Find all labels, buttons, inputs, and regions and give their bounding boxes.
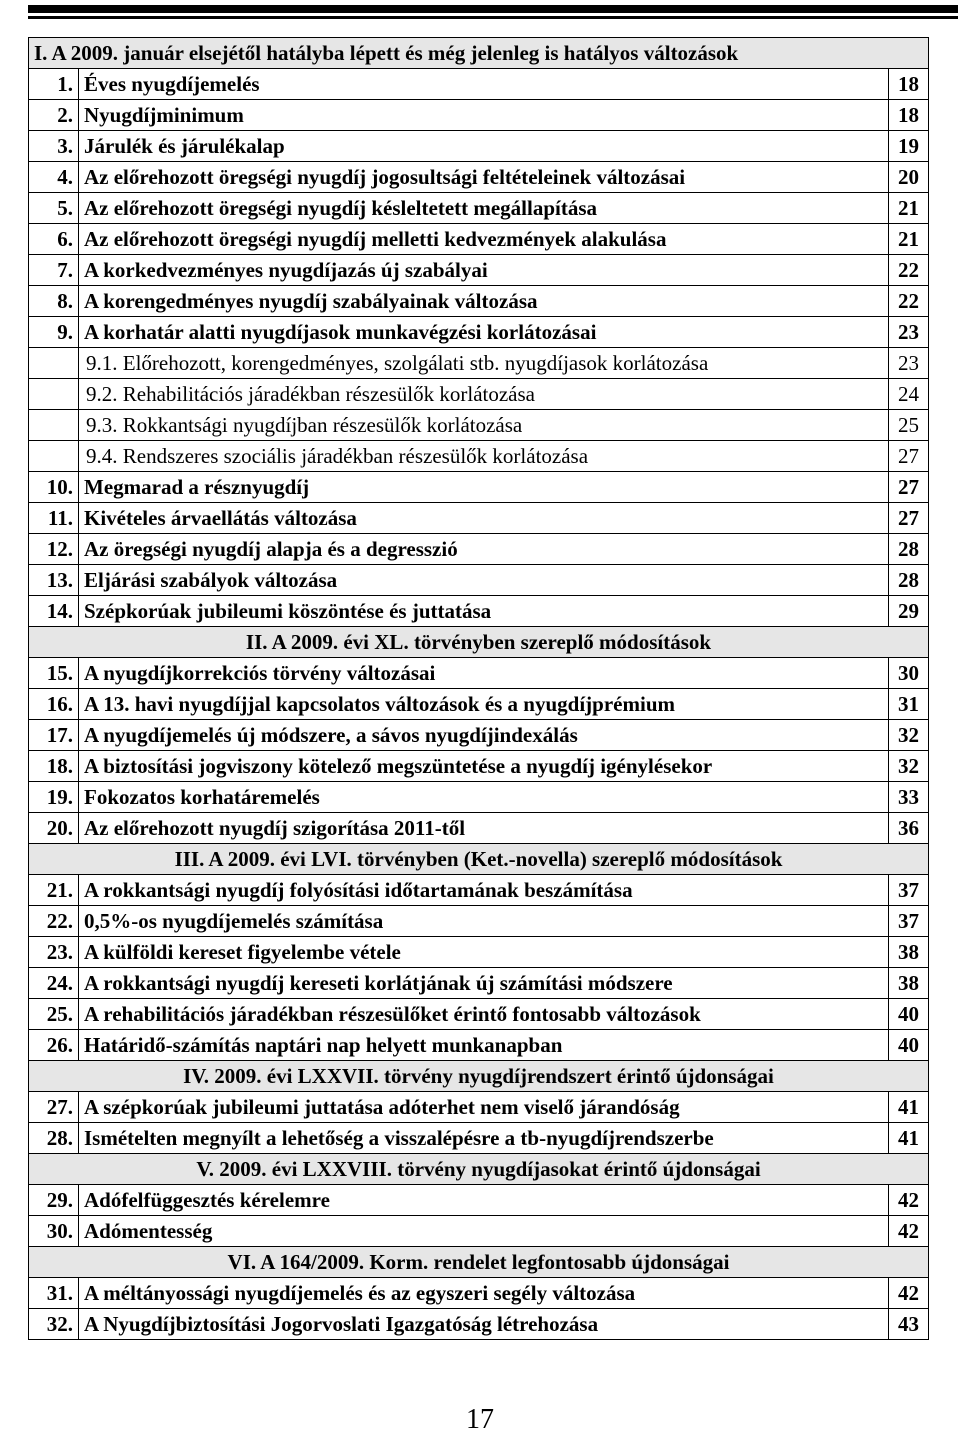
entry-page: 28 bbox=[888, 534, 928, 565]
entry-page: 21 bbox=[888, 224, 928, 255]
entry-page: 18 bbox=[888, 69, 928, 100]
toc-entry-row bbox=[29, 1185, 929, 1216]
entry-page: 38 bbox=[888, 968, 928, 999]
top-rule-thin bbox=[28, 16, 958, 19]
toc-entry-row bbox=[29, 875, 929, 906]
entry-number: 13. bbox=[29, 565, 79, 596]
entry-title: Az előrehozott öregségi nyugdíj késleltetett megállapítása bbox=[79, 193, 889, 224]
entry-number: 15. bbox=[29, 658, 79, 689]
toc-entry-row bbox=[29, 69, 929, 100]
entry-title: Nyugdíjminimum bbox=[79, 100, 889, 131]
section-heading-row bbox=[29, 1247, 929, 1278]
toc-entry-row bbox=[29, 782, 929, 813]
entry-page: 41 bbox=[888, 1123, 928, 1154]
toc-entry-row bbox=[29, 937, 929, 968]
section-heading: II. A 2009. évi XL. törvényben szereplő módosítások bbox=[29, 627, 929, 658]
entry-page: 24 bbox=[888, 379, 928, 410]
entry-title: Megmarad a résznyugdíj bbox=[79, 472, 889, 503]
entry-page: 22 bbox=[888, 286, 928, 317]
entry-number: 7. bbox=[29, 255, 79, 286]
entry-number: 24. bbox=[29, 968, 79, 999]
toc-entry-row bbox=[29, 596, 929, 627]
entry-number: 28. bbox=[29, 1123, 79, 1154]
toc-entry-row bbox=[29, 1092, 929, 1123]
entry-title: 9.3. Rokkantsági nyugdíjban részesülők korlátozása bbox=[79, 410, 889, 441]
entry-page: 21 bbox=[888, 193, 928, 224]
toc-entry-row bbox=[29, 317, 929, 348]
entry-page: 42 bbox=[888, 1278, 928, 1309]
toc-entry-row bbox=[29, 1123, 929, 1154]
toc-entry-row bbox=[29, 999, 929, 1030]
toc-entry-row bbox=[29, 255, 929, 286]
entry-title: A biztosítási jogviszony kötelező megszüntetése a nyugdíj igénylésekor bbox=[79, 751, 889, 782]
entry-page: 42 bbox=[888, 1185, 928, 1216]
entry-title: A korengedményes nyugdíj szabályainak változása bbox=[79, 286, 889, 317]
entry-number: 11. bbox=[29, 503, 79, 534]
entry-title: Járulék és járulékalap bbox=[79, 131, 889, 162]
entry-number: 4. bbox=[29, 162, 79, 193]
entry-number: 8. bbox=[29, 286, 79, 317]
entry-number: 25. bbox=[29, 999, 79, 1030]
entry-number: 26. bbox=[29, 1030, 79, 1061]
entry-title: A Nyugdíjbiztosítási Jogorvoslati Igazgatóság létrehozása bbox=[79, 1309, 889, 1340]
section-heading-row bbox=[29, 1154, 929, 1185]
entry-title: Kivételes árvaellátás változása bbox=[79, 503, 889, 534]
toc-entry-row bbox=[29, 968, 929, 999]
entry-number bbox=[29, 379, 79, 410]
toc-subentry-row bbox=[29, 410, 929, 441]
top-rule bbox=[28, 5, 958, 13]
entry-number: 32. bbox=[29, 1309, 79, 1340]
section-heading: I. A 2009. január elsejétől hatályba lépett és még jelenleg is hatályos változások bbox=[29, 38, 929, 69]
entry-title: Adófelfüggesztés kérelemre bbox=[79, 1185, 889, 1216]
section-heading: V. 2009. évi LXXVIII. törvény nyugdíjasokat érintő újdonságai bbox=[29, 1154, 929, 1185]
toc-entry-row bbox=[29, 286, 929, 317]
toc-entry-row bbox=[29, 224, 929, 255]
entry-page: 23 bbox=[888, 317, 928, 348]
entry-page: 37 bbox=[888, 875, 928, 906]
entry-title: A rehabilitációs járadékban részesülőket érintő fontosabb változások bbox=[79, 999, 889, 1030]
toc-entry-row bbox=[29, 503, 929, 534]
entry-page: 37 bbox=[888, 906, 928, 937]
section-heading: IV. 2009. évi LXXVII. törvény nyugdíjrendszert érintő újdonságai bbox=[29, 1061, 929, 1092]
entry-number: 5. bbox=[29, 193, 79, 224]
toc-entry-row bbox=[29, 472, 929, 503]
entry-title: 0,5%-os nyugdíjemelés számítása bbox=[79, 906, 889, 937]
section-heading-row bbox=[29, 38, 929, 69]
toc-entry-row bbox=[29, 193, 929, 224]
entry-page: 42 bbox=[888, 1216, 928, 1247]
entry-title: Az öregségi nyugdíj alapja és a degresszió bbox=[79, 534, 889, 565]
entry-page: 29 bbox=[888, 596, 928, 627]
entry-title: A méltányossági nyugdíjemelés és az egyszeri segély változása bbox=[79, 1278, 889, 1309]
entry-page: 28 bbox=[888, 565, 928, 596]
entry-title: A szépkorúak jubileumi juttatása adóterhet nem viselő járandóság bbox=[79, 1092, 889, 1123]
entry-page: 32 bbox=[888, 751, 928, 782]
entry-number: 17. bbox=[29, 720, 79, 751]
entry-number: 18. bbox=[29, 751, 79, 782]
entry-number: 3. bbox=[29, 131, 79, 162]
toc-entry-row bbox=[29, 720, 929, 751]
entry-page: 40 bbox=[888, 999, 928, 1030]
entry-number: 22. bbox=[29, 906, 79, 937]
entry-title: Éves nyugdíjemelés bbox=[79, 69, 889, 100]
entry-title: Fokozatos korhatáremelés bbox=[79, 782, 889, 813]
entry-title: A korhatár alatti nyugdíjasok munkavégzési korlátozásai bbox=[79, 317, 889, 348]
entry-number bbox=[29, 410, 79, 441]
entry-title: Szépkorúak jubileumi köszöntése és juttatása bbox=[79, 596, 889, 627]
toc-entry-row bbox=[29, 100, 929, 131]
entry-number: 2. bbox=[29, 100, 79, 131]
entry-page: 38 bbox=[888, 937, 928, 968]
entry-page: 30 bbox=[888, 658, 928, 689]
entry-title: 9.4. Rendszeres szociális járadékban részesülők korlátozása bbox=[79, 441, 889, 472]
section-heading-row bbox=[29, 1061, 929, 1092]
entry-title: 9.1. Előrehozott, korengedményes, szolgálati stb. nyugdíjasok korlátozása bbox=[79, 348, 889, 379]
entry-number: 30. bbox=[29, 1216, 79, 1247]
toc-subentry-row bbox=[29, 348, 929, 379]
section-heading: III. A 2009. évi LVI. törvényben (Ket.-novella) szereplő módosítások bbox=[29, 844, 929, 875]
toc-entry-row bbox=[29, 162, 929, 193]
entry-title: Adómentesség bbox=[79, 1216, 889, 1247]
toc-entry-row bbox=[29, 1309, 929, 1340]
entry-page: 27 bbox=[888, 503, 928, 534]
entry-title: A 13. havi nyugdíjjal kapcsolatos változások és a nyugdíjprémium bbox=[79, 689, 889, 720]
entry-title: Határidő-számítás naptári nap helyett munkanapban bbox=[79, 1030, 889, 1061]
entry-page: 20 bbox=[888, 162, 928, 193]
toc-subentry-row bbox=[29, 379, 929, 410]
entry-number: 27. bbox=[29, 1092, 79, 1123]
section-heading-row bbox=[29, 627, 929, 658]
entry-page: 22 bbox=[888, 255, 928, 286]
toc-subentry-row bbox=[29, 441, 929, 472]
entry-number: 14. bbox=[29, 596, 79, 627]
entry-page: 18 bbox=[888, 100, 928, 131]
entry-number: 29. bbox=[29, 1185, 79, 1216]
entry-title: Az előrehozott öregségi nyugdíj jogosultsági feltételeinek változásai bbox=[79, 162, 889, 193]
section-heading: VI. A 164/2009. Korm. rendelet legfontosabb újdonságai bbox=[29, 1247, 929, 1278]
entry-page: 32 bbox=[888, 720, 928, 751]
entry-title: Eljárási szabályok változása bbox=[79, 565, 889, 596]
section-heading-row bbox=[29, 844, 929, 875]
entry-number: 12. bbox=[29, 534, 79, 565]
entry-page: 23 bbox=[888, 348, 928, 379]
toc-entry-row bbox=[29, 658, 929, 689]
entry-title: A nyugdíjemelés új módszere, a sávos nyugdíjindexálás bbox=[79, 720, 889, 751]
entry-page: 27 bbox=[888, 472, 928, 503]
table-of-contents bbox=[28, 37, 929, 1340]
entry-number: 16. bbox=[29, 689, 79, 720]
toc-entry-row bbox=[29, 906, 929, 937]
entry-number: 6. bbox=[29, 224, 79, 255]
entry-number: 31. bbox=[29, 1278, 79, 1309]
toc-entry-row bbox=[29, 1030, 929, 1061]
entry-title: A nyugdíjkorrekciós törvény változásai bbox=[79, 658, 889, 689]
entry-title: A rokkantsági nyugdíj folyósítási időtartamának beszámítása bbox=[79, 875, 889, 906]
toc-entry-row bbox=[29, 1216, 929, 1247]
entry-page: 43 bbox=[888, 1309, 928, 1340]
entry-page: 36 bbox=[888, 813, 928, 844]
entry-number: 21. bbox=[29, 875, 79, 906]
entry-title: Az előrehozott nyugdíj szigorítása 2011-től bbox=[79, 813, 889, 844]
entry-page: 27 bbox=[888, 441, 928, 472]
entry-title: Ismételten megnyílt a lehetőség a visszalépésre a tb-nyugdíjrendszerbe bbox=[79, 1123, 889, 1154]
toc-entry-row bbox=[29, 565, 929, 596]
toc-entry-row bbox=[29, 813, 929, 844]
entry-number: 19. bbox=[29, 782, 79, 813]
entry-title: Az előrehozott öregségi nyugdíj melletti kedvezmények alakulása bbox=[79, 224, 889, 255]
entry-number bbox=[29, 348, 79, 379]
entry-title: 9.2. Rehabilitációs járadékban részesülők korlátozása bbox=[79, 379, 889, 410]
entry-page: 31 bbox=[888, 689, 928, 720]
entry-title: A rokkantsági nyugdíj kereseti korlátjának új számítási módszere bbox=[79, 968, 889, 999]
entry-number: 9. bbox=[29, 317, 79, 348]
entry-number: 23. bbox=[29, 937, 79, 968]
entry-page: 25 bbox=[888, 410, 928, 441]
entry-title: A külföldi kereset figyelembe vétele bbox=[79, 937, 889, 968]
entry-number: 10. bbox=[29, 472, 79, 503]
toc-entry-row bbox=[29, 131, 929, 162]
entry-page: 19 bbox=[888, 131, 928, 162]
entry-number bbox=[29, 441, 79, 472]
entry-page: 40 bbox=[888, 1030, 928, 1061]
page-number: 17 bbox=[466, 1404, 494, 1435]
toc-entry-row bbox=[29, 534, 929, 565]
toc-entry-row bbox=[29, 1278, 929, 1309]
entry-page: 33 bbox=[888, 782, 928, 813]
entry-page: 41 bbox=[888, 1092, 928, 1123]
toc-entry-row bbox=[29, 689, 929, 720]
entry-number: 1. bbox=[29, 69, 79, 100]
toc-entry-row bbox=[29, 751, 929, 782]
entry-number: 20. bbox=[29, 813, 79, 844]
entry-title: A korkedvezményes nyugdíjazás új szabályai bbox=[79, 255, 889, 286]
